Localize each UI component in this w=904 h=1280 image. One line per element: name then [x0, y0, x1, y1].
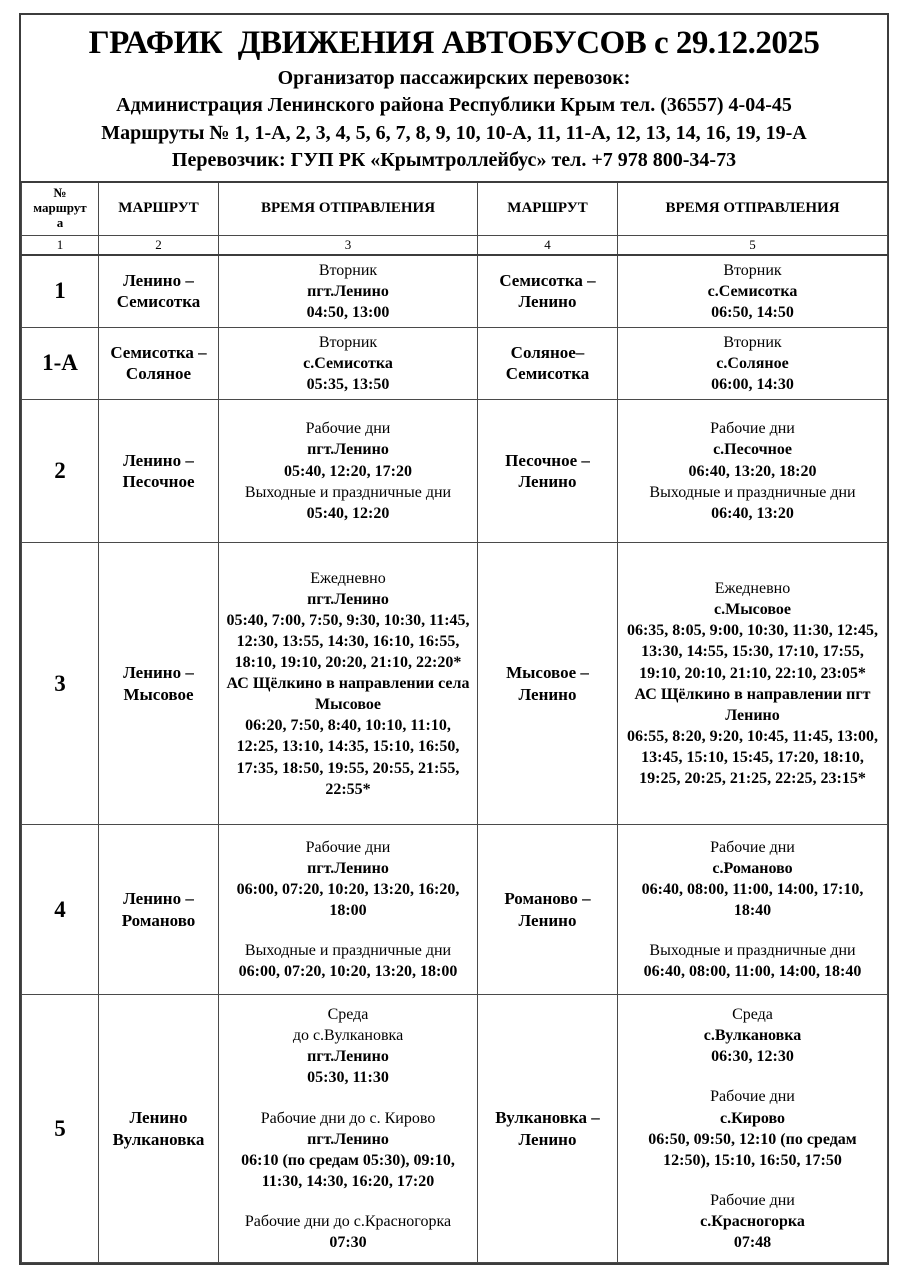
route-number-cell: 1-А [22, 327, 99, 399]
column-number-2: 2 [99, 236, 219, 255]
header-departure-time-return: ВРЕМЯ ОТПРАВЛЕНИЯ [618, 182, 888, 236]
times-return-cell [618, 327, 888, 399]
column-number-5: 5 [618, 236, 888, 255]
schedule-time-line: 05:40, 7:00, 7:50, 9:30, 10:30, 11:45, 12:30, 13:55, 14:30, 16:10, 16:55, 18:10, 19:10, 20:20, 21:10, 22:20* [226, 611, 470, 671]
route-return-cell: Семисотка – Ленино [478, 255, 618, 328]
route-number-cell: 5 [22, 995, 99, 1263]
route-return-cell: Вулкановка – Ленино [478, 995, 618, 1263]
table-row [22, 995, 888, 1263]
route-return-cell: Соляное– Семисотка [478, 327, 618, 399]
schedule-time-line: 05:40, 12:20 [306, 504, 390, 522]
document-frame [19, 13, 889, 1265]
document-header [21, 15, 887, 181]
header-route-outbound: МАРШРУТ [99, 182, 219, 236]
schedule-time-line: с.Семисотка [707, 282, 798, 300]
route-return-cell: Романово – Ленино [478, 825, 618, 995]
table-row [22, 327, 888, 399]
schedule-day-label: Выходные и праздничные дни [244, 942, 452, 960]
header-route-return: МАРШРУТ [478, 182, 618, 236]
times-return-cell [618, 543, 888, 825]
schedule-time-line: 06:00, 07:20, 10:20, 13:20, 16:20, 18:00 [236, 881, 460, 920]
schedule-day-label: Среда [327, 1006, 369, 1024]
schedule-day-label: Рабочие дни [305, 420, 391, 438]
schedule-day-label: Рабочие дни [710, 838, 795, 856]
schedule-time-line: пгт.Ленино [307, 859, 389, 877]
schedule-time-line: 05:40, 12:20, 17:20 [284, 462, 412, 480]
times-return-cell [618, 255, 888, 328]
subtitle-routes-list: Маршруты № 1, 1-А, 2, 3, 4, 5, 6, 7, 8, 9, 10, 10-А, 11, 11-А, 12, 13, 14, 16, 19, 19-А [101, 121, 807, 144]
header-route-number: № маршрута [22, 182, 99, 236]
times-return-cell [618, 995, 888, 1263]
column-number-1: 1 [22, 236, 99, 255]
times-outbound-cell [219, 543, 478, 825]
schedule-day-label: Ежедневно [714, 580, 791, 598]
schedule-time-line: пгт.Ленино [307, 1130, 389, 1148]
header-row [22, 182, 888, 236]
schedule-day-label: Вторник [318, 261, 378, 279]
schedule-time-line: с.Мысовое [713, 601, 792, 619]
schedule-day-label: Выходные и праздничные дни [649, 483, 856, 501]
times-outbound-cell [219, 400, 478, 543]
schedule-time-line: пгт.Ленино [307, 1048, 389, 1066]
schedule-day-label: Рабочие дни [710, 1088, 795, 1106]
table-row [22, 255, 888, 328]
column-number-row [22, 236, 888, 255]
schedule-day-label: Выходные и праздничные дни [649, 942, 856, 960]
schedule-time-line: с.Песочное [713, 441, 792, 459]
schedule-time-line: 06:30, 12:30 [711, 1048, 794, 1066]
schedule-day-label: Рабочие дни до с.Красногорка [244, 1212, 452, 1230]
schedule-day-label: Вторник [723, 333, 782, 351]
route-return-cell: Мысовое – Ленино [478, 543, 618, 825]
schedule-time-line: 06:40, 08:00, 11:00, 14:00, 18:40 [643, 963, 862, 981]
times-outbound-cell [219, 995, 478, 1263]
route-number-cell: 3 [22, 543, 99, 825]
route-outbound-cell: Семисотка – Соляное [99, 327, 219, 399]
schedule-time-line: с.Соляное [716, 354, 789, 372]
schedule-time-line: 06:50, 14:50 [711, 303, 794, 321]
schedule-day-label: Рабочие дни [305, 838, 391, 856]
schedule-time-line: 06:20, 7:50, 8:40, 10:10, 11:10, 12:25, 13:10, 14:35, 15:10, 16:50, 17:35, 18:50, 19:55, 20:55, 21:55, 22:55* [236, 717, 460, 798]
schedule-time-line: пгт.Ленино [307, 590, 389, 608]
schedule-day-label: Рабочие дни до с. Кирово [260, 1109, 436, 1127]
schedule-time-line: с.Романово [712, 859, 793, 877]
subtitle-carrier: Перевозчик: ГУП РК «Крымтроллейбус» тел. +7 978 800-34-73 [171, 149, 737, 172]
schedule-time-line: 04:50, 13:00 [306, 303, 390, 321]
times-outbound-cell [219, 255, 478, 328]
times-outbound-cell [219, 327, 478, 399]
times-outbound-cell [219, 825, 478, 995]
schedule-time-line: АС Щёлкино в направлении пгт Ленино [634, 685, 871, 724]
schedule-time-line: 06:40, 13:20, 18:20 [688, 462, 817, 480]
schedule-time-line: 06:10 (по средам 05:30), 09:10, 11:30, 14:30, 16:20, 17:20 [241, 1151, 455, 1190]
schedule-time-line: пгт.Ленино [307, 441, 389, 459]
schedule-time-line: 06:55, 8:20, 9:20, 10:45, 11:45, 13:00, 13:45, 15:10, 15:45, 17:20, 18:10, 19:25, 20:25, 21:25, 22:25, 23:15* [626, 727, 879, 788]
schedule-time-line: с.Кирово [720, 1109, 785, 1127]
schedule-time-line: 06:00, 07:20, 10:20, 13:20, 18:00 [238, 963, 458, 981]
schedule-time-line: с.Семисотка [303, 354, 393, 372]
column-number-3: 3 [219, 236, 478, 255]
route-number-cell: 1 [22, 255, 99, 328]
schedule-body [22, 255, 888, 1263]
schedule-day-label: до с.Вулкановка [292, 1027, 404, 1045]
table-row [22, 825, 888, 995]
column-number-4: 4 [478, 236, 618, 255]
times-return-cell [618, 825, 888, 995]
schedule-day-label: Выходные и праздничные дни [244, 483, 452, 501]
schedule-table [21, 181, 888, 1264]
route-outbound-cell: Ленино – Романово [99, 825, 219, 995]
schedule-time-line: 06:50, 09:50, 12:10 (по средам 12:50), 15:10, 16:50, 17:50 [648, 1130, 857, 1169]
schedule-day-label: Ежедневно [310, 569, 386, 587]
schedule-time-line: с.Вулкановка [703, 1027, 802, 1045]
schedule-time-line: 06:40, 13:20 [711, 504, 794, 522]
table-row [22, 400, 888, 543]
table-row [22, 543, 888, 825]
schedule-time-line: 06:35, 8:05, 9:00, 10:30, 11:30, 12:45, 13:30, 14:55, 15:30, 17:10, 17:55, 19:10, 20:10, 21:10, 22:10, 23:05* [626, 622, 879, 682]
route-outbound-cell: Ленино – Семисотка [99, 255, 219, 328]
schedule-time-line: 05:35, 13:50 [306, 376, 390, 394]
subtitle-organizer: Организатор пассажирских перевозок: [277, 66, 631, 89]
times-return-cell [618, 400, 888, 543]
route-outbound-cell: Ленино – Песочное [99, 400, 219, 543]
route-return-cell: Песочное – Ленино [478, 400, 618, 543]
route-outbound-cell: Ленино – Мысовое [99, 543, 219, 825]
schedule-day-label: Рабочие дни [710, 420, 795, 438]
schedule-day-label: Вторник [723, 261, 782, 279]
schedule-time-line: с.Красногорка [700, 1212, 805, 1230]
schedule-time-line: АС Щёлкино в направлении села Мысовое [226, 675, 470, 714]
schedule-day-label: Рабочие дни [710, 1191, 795, 1209]
schedule-day-label: Вторник [318, 333, 378, 351]
route-number-cell: 4 [22, 825, 99, 995]
schedule-time-line: 05:30, 11:30 [307, 1069, 389, 1087]
route-number-cell: 2 [22, 400, 99, 543]
schedule-time-line: 06:40, 08:00, 11:00, 14:00, 17:10, 18:40 [641, 881, 864, 920]
subtitle-administration: Администрация Ленинского района Республики Крым тел. (36557) 4-04-45 [116, 94, 792, 117]
schedule-time-line: 07:30 [329, 1234, 367, 1252]
schedule-time-line: пгт.Ленино [307, 282, 389, 300]
route-outbound-cell: Ленино Вулкановка [99, 995, 219, 1263]
schedule-day-label: Среда [732, 1006, 773, 1024]
schedule-time-line: 07:48 [733, 1234, 772, 1252]
page-title: ГРАФИК ДВИЖЕНИЯ АВТОБУСОВ с 29.12.2025 [88, 25, 820, 61]
header-departure-time-outbound: ВРЕМЯ ОТПРАВЛЕНИЯ [219, 182, 478, 236]
schedule-time-line: 06:00, 14:30 [711, 376, 794, 394]
